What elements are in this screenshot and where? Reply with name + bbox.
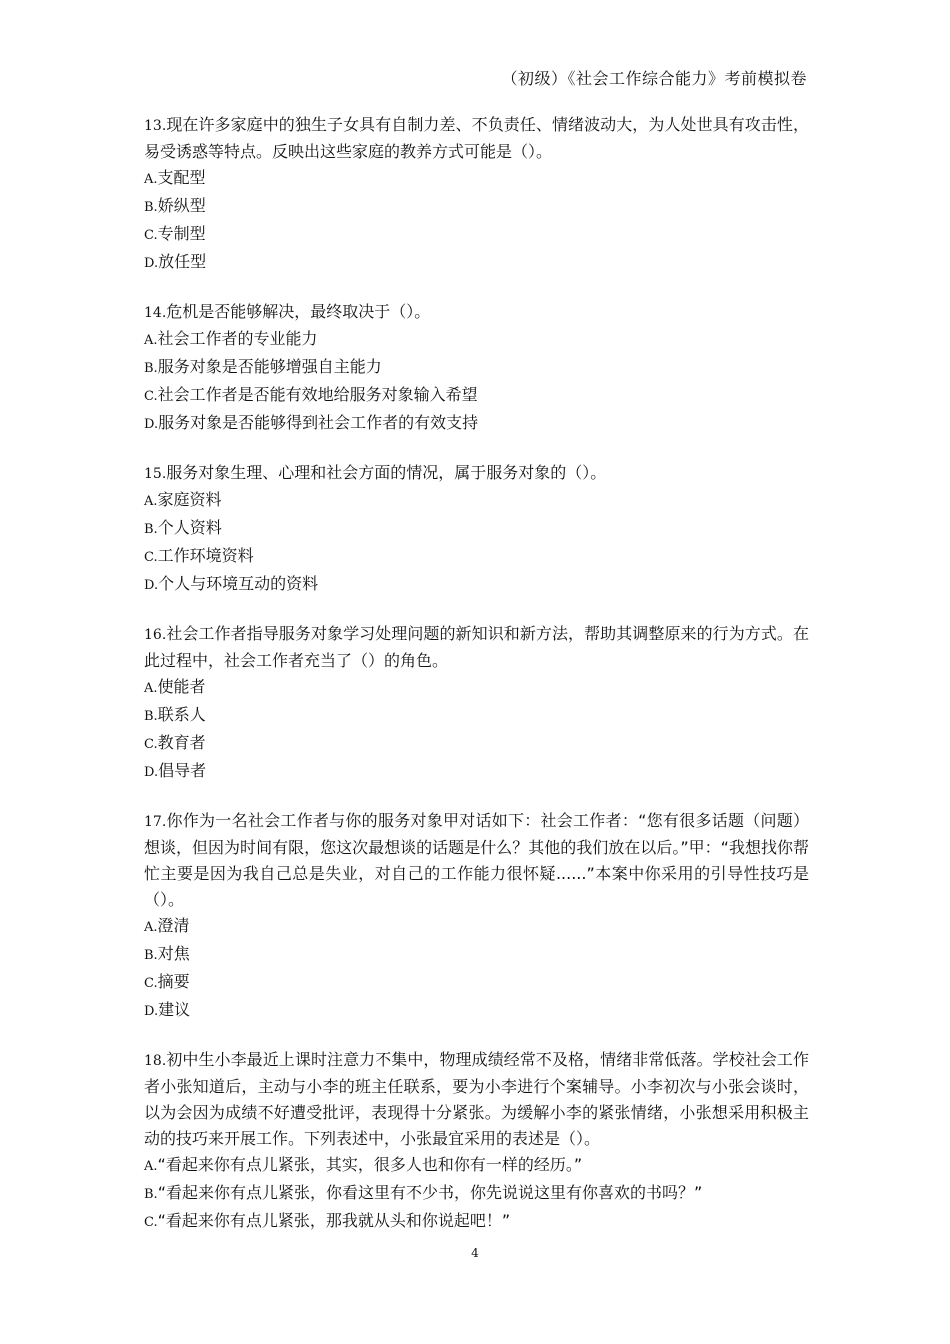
- option-text: 服务对象是否能够增强自主能力: [157, 357, 382, 376]
- option-letter: C.: [144, 1215, 158, 1230]
- page-number: 4: [471, 1246, 479, 1260]
- option-a: [144, 326, 809, 354]
- option-text: 支配型: [157, 168, 206, 187]
- question-text: 现在许多家庭中的独生子女具有自制力差、不负责任、情绪波动大，为人处世具有攻击性，易受诱惑等特点。反映出这些家庭的教养方式可能是（）。: [144, 115, 809, 161]
- question-number: 18.: [144, 1053, 167, 1069]
- option-letter: D.: [144, 765, 159, 780]
- option-a: [144, 165, 809, 193]
- option-c: [144, 382, 809, 410]
- question-text: 初中生小李最近上课时注意力不集中，物理成绩经常不及格，情绪非常低落。学校社会工作者小张知道后，主动与小李的班主任联系，要为小李进行个案辅导。小李初次与小张会谈时，以为会因为成绩不好遭受批评，表现得十分紧张。为缓解小李的紧张情绪，小张想采用积极主动的技巧来开展工作。下列表述中，小张最宜采用的表述是（）。: [144, 1050, 809, 1148]
- option-text: 个人与环境互动的资料: [158, 574, 319, 593]
- option-text: 专制型: [157, 224, 206, 243]
- option-d: [144, 249, 809, 277]
- question-13: [144, 112, 809, 277]
- option-letter: D.: [144, 1004, 159, 1019]
- option-text: “看起来你有点儿紧张，你看这里有不少书，你先说说这里有你喜欢的书吗？”: [157, 1183, 703, 1202]
- option-b: [144, 354, 809, 382]
- question-text: 危机是否能够解决，最终取决于（）。: [166, 302, 431, 321]
- question-list: [144, 112, 809, 1258]
- option-letter: D.: [144, 417, 159, 432]
- option-letter: D.: [144, 256, 159, 271]
- option-text: 社会工作者的专业能力: [157, 329, 318, 348]
- option-b: [144, 193, 809, 221]
- question-number: 16.: [144, 627, 167, 643]
- option-letter: B.: [144, 948, 158, 963]
- option-letter: C.: [144, 976, 158, 991]
- option-text: 放任型: [158, 252, 207, 271]
- option-letter: A.: [144, 172, 158, 187]
- option-letter: B.: [144, 361, 158, 376]
- question-18: [144, 1047, 809, 1236]
- option-c: [144, 221, 809, 249]
- option-letter: C.: [144, 228, 158, 243]
- option-text: 使能者: [157, 677, 206, 696]
- option-text: 服务对象是否能够得到社会工作者的有效支持: [158, 413, 479, 432]
- option-text: 倡导者: [158, 761, 207, 780]
- option-letter: A.: [144, 1159, 158, 1174]
- option-text: 社会工作者是否能有效地给服务对象输入希望: [157, 385, 478, 404]
- option-d: [144, 410, 809, 438]
- option-letter: C.: [144, 550, 158, 565]
- option-text: 工作环境资料: [157, 546, 254, 565]
- option-c: [144, 969, 809, 997]
- question-text: 你作为一名社会工作者与你的服务对象甲对话如下：社会工作者：“您有很多话题（问题）想谈，但因为时间有限，您这次最想谈的话题是什么？其他的我们放在以后。”甲：“我想找你帮忙主要是因为我自己总是失业，对自己的工作能力很怀疑......”本案中你采用的引导性技巧是（）。: [144, 811, 809, 909]
- question-17: [144, 808, 809, 1025]
- option-d: [144, 997, 809, 1025]
- option-c: [144, 730, 809, 758]
- option-a: [144, 674, 809, 702]
- option-b: [144, 515, 809, 543]
- question-14: [144, 299, 809, 438]
- option-text: 澄清: [157, 916, 190, 935]
- option-letter: A.: [144, 494, 158, 509]
- option-letter: C.: [144, 737, 158, 752]
- option-letter: B.: [144, 200, 158, 215]
- option-letter: B.: [144, 522, 158, 537]
- question-number: 15.: [144, 466, 167, 482]
- option-letter: D.: [144, 578, 159, 593]
- option-letter: A.: [144, 681, 158, 696]
- question-15: [144, 460, 809, 599]
- option-text: 摘要: [157, 972, 190, 991]
- question-stem: [144, 112, 809, 165]
- option-a: [144, 487, 809, 515]
- option-text: 娇纵型: [157, 196, 206, 215]
- option-b: [144, 1180, 809, 1208]
- option-text: 联系人: [157, 705, 206, 724]
- option-text: 教育者: [157, 733, 206, 752]
- option-a: [144, 913, 809, 941]
- option-text: 个人资料: [157, 518, 222, 537]
- option-b: [144, 702, 809, 730]
- option-text: 家庭资料: [157, 490, 222, 509]
- question-text: 服务对象生理、心理和社会方面的情况，属于服务对象的（）。: [166, 463, 607, 482]
- question-stem: [144, 621, 809, 674]
- question-number: 13.: [144, 118, 167, 134]
- option-a: [144, 1152, 809, 1180]
- option-d: [144, 571, 809, 599]
- question-number: 17.: [144, 814, 167, 830]
- option-b: [144, 941, 809, 969]
- page-header: （初级）《社会工作综合能力》考前模拟卷: [501, 69, 807, 88]
- question-stem: [144, 1047, 809, 1152]
- option-text: 对焦: [157, 944, 190, 963]
- option-text: “看起来你有点儿紧张，那我就从头和你说起吧！”: [157, 1211, 511, 1230]
- question-16: [144, 621, 809, 786]
- option-letter: B.: [144, 709, 158, 724]
- option-c: [144, 1208, 809, 1236]
- option-letter: A.: [144, 333, 158, 348]
- question-stem: [144, 460, 809, 487]
- option-letter: A.: [144, 920, 158, 935]
- question-stem: [144, 808, 809, 913]
- question-number: 14.: [144, 305, 167, 321]
- question-stem: [144, 299, 809, 326]
- option-letter: C.: [144, 389, 158, 404]
- option-text: “看起来你有点儿紧张，其实，很多人也和你有一样的经历。”: [157, 1155, 583, 1174]
- question-text: 社会工作者指导服务对象学习处理问题的新知识和新方法，帮助其调整原来的行为方式。在此过程中，社会工作者充当了（）的角色。: [144, 624, 809, 670]
- option-c: [144, 543, 809, 571]
- option-text: 建议: [158, 1000, 191, 1019]
- option-letter: B.: [144, 1187, 158, 1202]
- option-d: [144, 758, 809, 786]
